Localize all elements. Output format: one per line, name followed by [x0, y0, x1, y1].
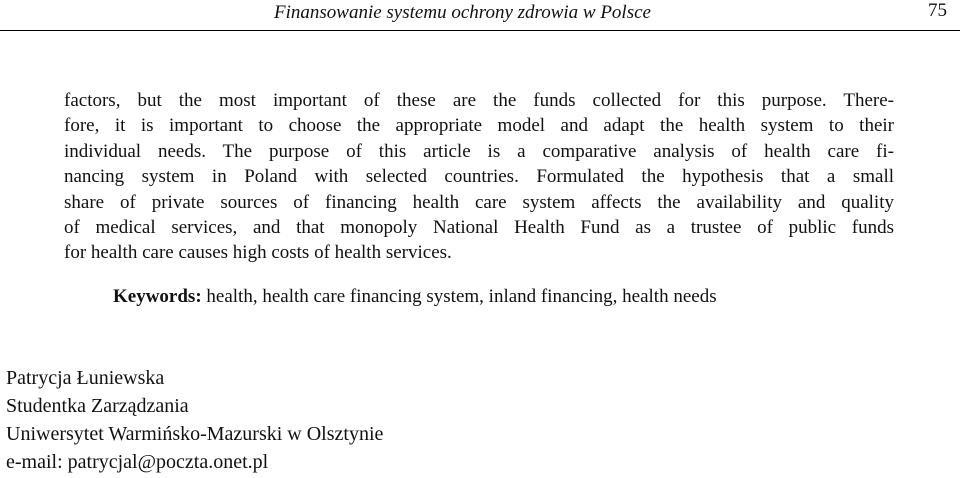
keywords-label: Keywords: — [113, 286, 202, 307]
abstract-paragraph — [64, 88, 894, 266]
abstract-line: of medical services, and that monopoly National Health Fund as a trustee of public funds — [64, 216, 894, 238]
author-name: Patrycja Łuniewska — [6, 367, 165, 389]
author-role: Studentka Zarządzania — [6, 395, 189, 417]
abstract-line: nancing system in Poland with selected countries. Formulated the hypothesis that a small — [64, 166, 894, 188]
abstract-line: share of private sources of financing health care system affects the availability and quality — [64, 191, 894, 213]
running-header-title: Finansowanie systemu ochrony zdrowia w Polsce — [274, 2, 651, 23]
author-info — [6, 364, 383, 476]
header-divider — [0, 30, 960, 31]
keywords-text: health, health care financing system, inland financing, health needs — [206, 286, 717, 307]
page-number: 75 — [928, 0, 947, 21]
abstract-line: fore, it is important to choose the appropriate model and adapt the health system to their — [64, 115, 894, 137]
abstract-line: individual needs. The purpose of this article is a comparative analysis of health care fi- — [64, 140, 894, 162]
keywords-line — [113, 286, 717, 308]
abstract-line: factors, but the most important of these are the funds collected for this purpose. There- — [64, 90, 894, 111]
page-header — [0, 0, 960, 30]
author-email: e-mail: patrycjal@poczta.onet.pl — [6, 451, 269, 473]
abstract-line: for health care causes high costs of health services. — [64, 242, 452, 264]
author-university: Uniwersytet Warmińsko-Mazurski w Olsztynie — [6, 423, 384, 445]
